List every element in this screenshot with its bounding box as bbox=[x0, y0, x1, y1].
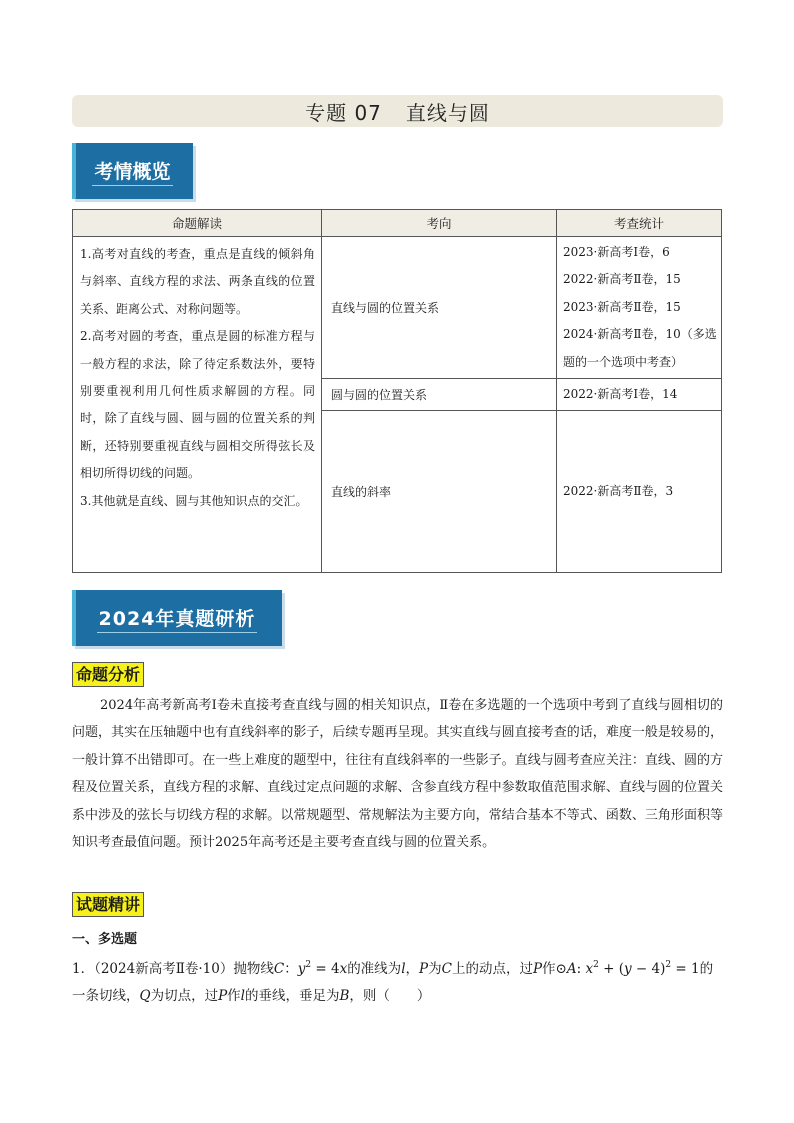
question-text: 为 bbox=[428, 961, 442, 977]
stat-item: 2024·新高考Ⅱ卷，10（多选题的一个选项中考查） bbox=[563, 327, 717, 369]
page-title bbox=[72, 95, 723, 127]
stat-item: 2022·新高考Ⅱ卷，3 bbox=[563, 484, 674, 499]
math-var: Q bbox=[139, 988, 151, 1004]
header-topic: 考向 bbox=[322, 210, 557, 237]
header-reading: 命题解读 bbox=[73, 210, 322, 237]
question-1 bbox=[72, 956, 723, 1010]
lecture-label: 试题精讲 bbox=[72, 892, 144, 917]
question-text: 为切点，过 bbox=[150, 988, 219, 1004]
math-exp: 2 bbox=[665, 960, 672, 970]
math-var: A bbox=[566, 961, 577, 977]
question-text: 的垂线，垂足为 bbox=[245, 988, 340, 1004]
math-var: l bbox=[401, 961, 406, 977]
title-prefix: 专题 07 bbox=[305, 100, 382, 125]
analysis-paragraph: 2024年高考新高考Ⅰ卷未直接考查直线与圆的相关知识点，Ⅱ卷在多选题的一个选项中考到了直线与圆相切的问题，其实在压轴题中也有直线斜率的影子，后续专题再呈现。其实直线与圆直接考查的话，难度一般是较易的，一般计算不出错即可。在一些上难度的题型中，往往有直线斜率的一些影子。直线与圆考查应关注：直线、圆的方程及位置关系，直线方程的求解、直线过定点问题的求解、含参直线方程中参数取值范围求解、直线与圆的位置关系中涉及的弦长与切线方程的求解。以常规题型、常规解法为主要方向，常结合基本不等式、函数、三角形面积等知识考查最值问题。预计2025年高考还是主要考查直线与圆的位置关系。 bbox=[72, 698, 723, 851]
reading-cell bbox=[73, 237, 322, 573]
math-text: = 4 bbox=[311, 961, 340, 977]
table-row bbox=[73, 237, 722, 379]
math-text: − 4) bbox=[631, 961, 666, 977]
question-text: 一条切线， bbox=[72, 988, 140, 1004]
topic-cell: 直线与圆的位置关系 bbox=[322, 237, 557, 379]
math-text: : bbox=[576, 961, 586, 977]
math-var: C bbox=[273, 961, 285, 977]
math-var: P bbox=[218, 988, 228, 1004]
question-text: 的准线为 bbox=[347, 961, 402, 977]
question-text: ，则（ ） bbox=[349, 988, 431, 1004]
math-var: P bbox=[419, 961, 429, 977]
math-var: y bbox=[623, 961, 632, 977]
question-text: 抛物线 bbox=[233, 961, 274, 977]
stat-item: 2023·新高考Ⅱ卷，15 bbox=[563, 299, 681, 314]
question-text: ， bbox=[405, 961, 420, 977]
math-var: x bbox=[585, 961, 594, 977]
question-text: ： bbox=[284, 961, 298, 977]
title-main: 直线与圆 bbox=[405, 100, 490, 125]
math-text: + ( bbox=[598, 961, 624, 977]
section-tag-overview bbox=[72, 143, 193, 199]
reading-item: 3.其他就是直线、圆与其他知识点的交汇。 bbox=[80, 493, 308, 508]
question-source: （2024新高考Ⅱ卷·10） bbox=[94, 961, 234, 977]
stat-item: 2022·新高考Ⅱ卷，15 bbox=[563, 272, 681, 287]
reading-item: 1.高考对直线的考查，重点是直线的倾斜角与斜率、直线方程的求法、两条直线的位置关系、距离公式、对称问题等。 bbox=[80, 247, 315, 316]
math-var: B bbox=[339, 988, 350, 1004]
stats-cell bbox=[557, 411, 722, 573]
section-tag-exam-analysis-label: 2024年真题研析 bbox=[97, 604, 258, 633]
math-var: l bbox=[240, 988, 245, 1004]
question-number: 1． bbox=[72, 961, 95, 977]
stat-item: 2022·新高考Ⅰ卷，14 bbox=[563, 387, 678, 402]
question-text: 上的动点，过 bbox=[451, 961, 533, 977]
question-text: 作 bbox=[227, 988, 241, 1004]
question-text: 作⊙ bbox=[542, 961, 567, 977]
overview-table bbox=[72, 209, 722, 573]
math-exp: 2 bbox=[593, 960, 599, 970]
math-var: C bbox=[441, 961, 452, 977]
math-text: = 1的 bbox=[671, 961, 714, 977]
topic-cell: 圆与圆的位置关系 bbox=[322, 379, 557, 411]
analysis-label: 命题分析 bbox=[72, 662, 144, 687]
header-stats: 考查统计 bbox=[557, 210, 722, 237]
section-tag-exam-analysis bbox=[72, 590, 282, 646]
subsection-heading: 一、多选题 bbox=[72, 932, 138, 947]
math-exp: 2 bbox=[305, 960, 312, 970]
table-header-row bbox=[73, 210, 722, 237]
math-var: P bbox=[532, 961, 543, 977]
section-tag-overview-label: 考情概览 bbox=[92, 157, 172, 186]
stat-item: 2023·新高考Ⅰ卷，6 bbox=[563, 245, 670, 259]
reading-item: 2.高考对圆的考查，重点是圆的标准方程与一般方程的求法，除了待定系数法外，要特别要重视利用几何性质求解圆的方程。同时，除了直线与圆、圆与圆的位置关系的判断，还特别要重视直线与圆相交所得弦长及相切所得切线的问题。 bbox=[80, 329, 315, 481]
math-var: y bbox=[297, 961, 306, 977]
stats-cell bbox=[557, 379, 722, 411]
math-var: x bbox=[339, 961, 348, 977]
topic-cell: 直线的斜率 bbox=[322, 411, 557, 573]
stats-cell bbox=[557, 237, 722, 379]
